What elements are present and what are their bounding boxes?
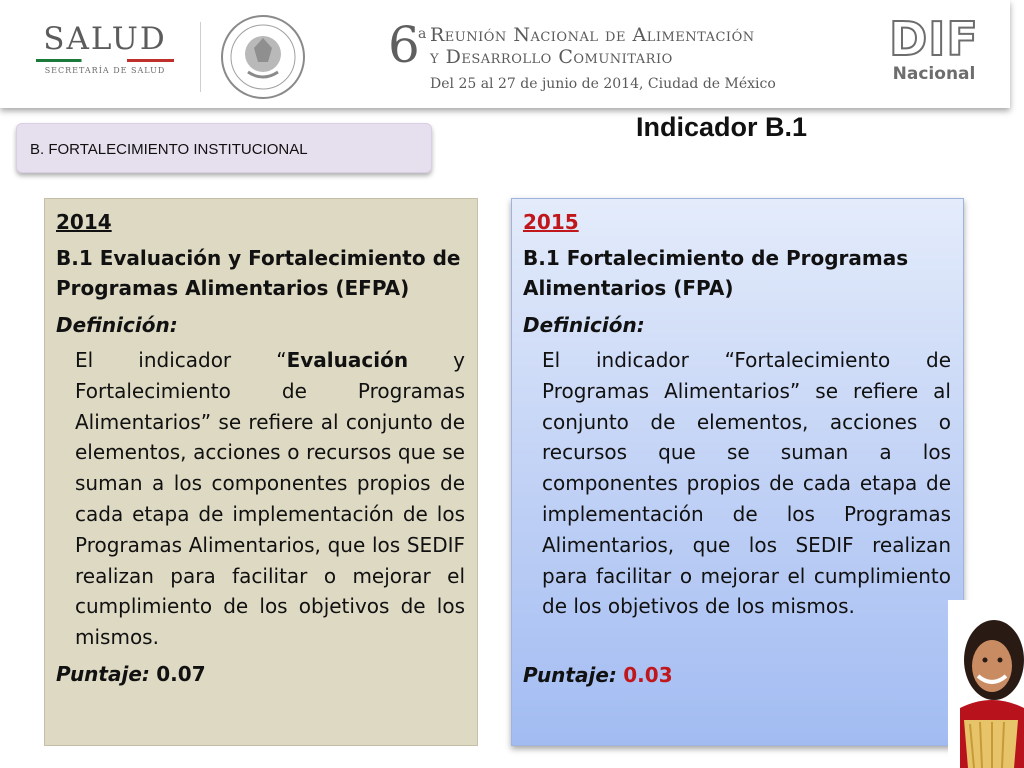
score: [56, 659, 465, 689]
definition-text-bold: Evaluación: [286, 348, 409, 372]
panel-2014: [44, 198, 478, 746]
conference-number: 6: [388, 16, 420, 74]
score-value: 0.07: [156, 661, 206, 686]
child-photo-icon: [948, 600, 1024, 768]
score-label: Puntaje:: [56, 661, 150, 686]
panel-title: B.1 Fortalecimiento de Programas Alimentarios (FPA): [523, 246, 909, 300]
dif-logo-subtitle: Nacional: [892, 64, 976, 84]
salud-logo-subtitle: SECRETARÍA DE SALUD: [44, 66, 166, 75]
panel-2015: [511, 198, 964, 746]
dif-logo-title: DIF: [889, 12, 979, 66]
panel-title: B.1 Evaluación y Fortalecimiento de Programas Alimentarios (EFPA): [56, 246, 461, 300]
slide-header: [0, 0, 1010, 108]
section-tab: B. FORTALECIMIENTO INSTITUCIONAL: [16, 123, 432, 173]
salud-logo: [30, 22, 180, 75]
score-label: Puntaje:: [523, 663, 617, 688]
conference-dates: Del 25 al 27 de junio de 2014, Ciudad de México: [430, 76, 776, 92]
definition-text-rest: y Fortalecimiento de Programas Alimentarios” se refiere al conjunto de elementos, acciones o recursos que se suman a los componentes propios de cada etapa de implementación de los Programas Alimentarios, que los SEDIF realizan para facilitar o mejorar el cumplimiento de los objetivos de los mismos.: [75, 348, 465, 650]
panel-year: 2014: [56, 210, 112, 234]
indicator-title: Indicador B.1: [636, 112, 808, 142]
definition-text: El indicador “Fortalecimiento de Programas Alimentarios” se refiere al conjunto de elementos, acciones o recursos que se suman a los componentes propios de cada etapa de implementación de los Programas Alimentarios, que los SEDIF realizan para facilitar o mejorar el cumplimiento de los objetivos de los mismos.: [542, 348, 951, 619]
score: [523, 660, 951, 690]
panel-year: 2015: [523, 210, 579, 234]
dif-logo: [888, 12, 980, 84]
score-value: 0.03: [623, 663, 673, 688]
salud-logo-stripe: [36, 59, 174, 62]
salud-logo-title: SALUD: [43, 21, 167, 57]
conference-line-2: y Desarrollo Comunitario: [430, 46, 673, 68]
national-seal-icon: [218, 12, 308, 102]
conference-superscript: a: [418, 26, 427, 42]
definition-label: Definición:: [523, 313, 645, 337]
conference-line-1: Reunión Nacional de Alimentación: [430, 24, 755, 46]
definition-text: [75, 345, 465, 653]
definition-label: Definición:: [56, 313, 178, 337]
header-divider: [200, 22, 201, 92]
definition-text-start: El indicador “: [75, 348, 287, 372]
